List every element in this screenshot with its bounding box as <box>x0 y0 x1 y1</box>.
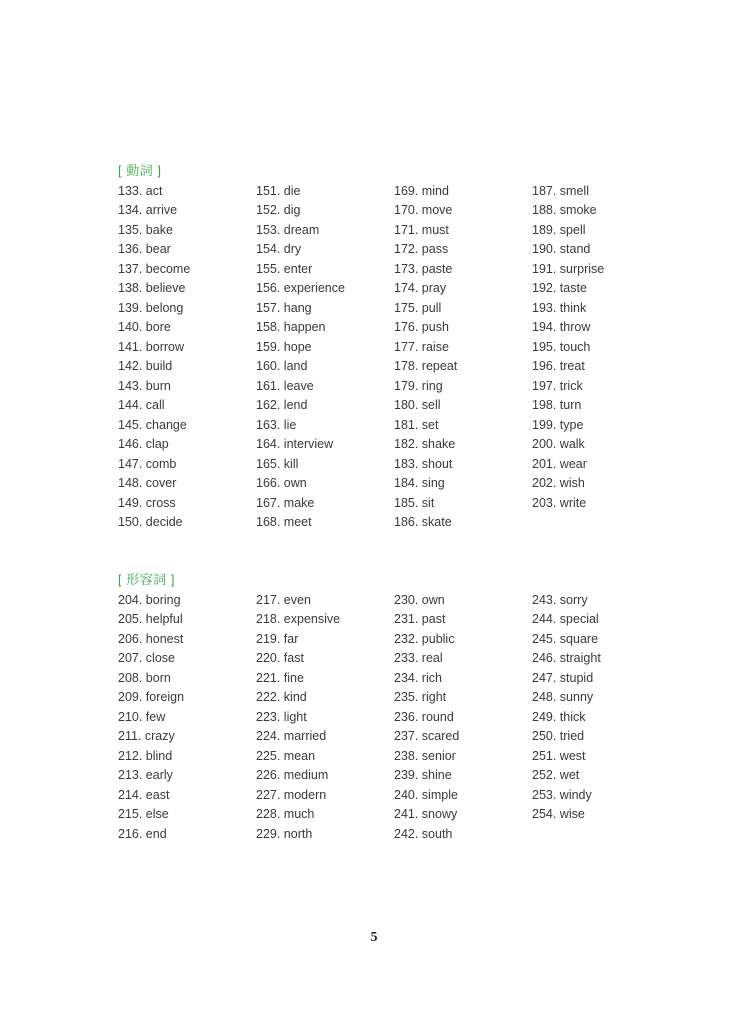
word-item: 159. hope <box>256 339 312 354</box>
word-column <box>256 591 394 844</box>
word-column <box>118 591 256 844</box>
word-item: 133. act <box>118 184 163 198</box>
word-item: 181. set <box>394 417 439 432</box>
page-number: 5 <box>370 930 378 945</box>
word-item: 166. own <box>256 476 307 491</box>
word-item: 239. shine <box>394 768 452 783</box>
word-column <box>394 591 532 844</box>
word-item: 134. arrive <box>118 203 178 218</box>
word-item: 182. shake <box>394 437 456 452</box>
word-item: 187. smell <box>532 184 589 198</box>
word-item: 243. sorry <box>532 593 588 607</box>
word-item: 153. dream <box>256 222 320 237</box>
word-item: 145. change <box>118 417 187 432</box>
word-item: 213. early <box>118 768 173 783</box>
word-item: 170. move <box>394 203 453 218</box>
word-item: 179. ring <box>394 378 443 393</box>
word-item: 157. hang <box>256 300 312 315</box>
word-item: 139. belong <box>118 300 184 315</box>
word-item: 154. dry <box>256 242 302 257</box>
word-item: 195. touch <box>532 339 591 354</box>
word-item: 238. senior <box>394 748 456 763</box>
word-item: 223. light <box>256 709 307 724</box>
word-item: 240. simple <box>394 787 458 802</box>
word-item: 217. even <box>256 593 311 607</box>
word-item: 160. land <box>256 359 308 374</box>
word-columns <box>118 591 670 844</box>
word-item: 211. crazy <box>118 729 175 744</box>
word-item: 198. turn <box>532 398 582 413</box>
word-item: 250. tried <box>532 729 585 744</box>
word-item: 214. east <box>118 787 170 802</box>
word-item: 235. right <box>394 690 447 705</box>
word-item: 176. push <box>394 320 449 335</box>
word-item: 225. mean <box>256 748 316 763</box>
word-item: 144. call <box>118 398 165 413</box>
word-item: 229. north <box>256 826 313 841</box>
word-item: 197. trick <box>532 378 583 393</box>
word-columns <box>118 182 670 532</box>
word-item: 254. wise <box>532 807 585 822</box>
word-item: 220. fast <box>256 651 304 666</box>
word-column <box>532 591 670 844</box>
word-item: 226. medium <box>256 768 329 783</box>
word-item: 246. straight <box>532 651 601 666</box>
word-item: 251. west <box>532 748 586 763</box>
word-item: 222. kind <box>256 690 307 705</box>
word-item: 158. happen <box>256 320 326 335</box>
word-item: 177. raise <box>394 339 449 354</box>
word-item: 188. smoke <box>532 203 597 218</box>
word-item: 185. sit <box>394 495 435 510</box>
word-item: 248. sunny <box>532 690 594 705</box>
word-item: 138. believe <box>118 281 186 296</box>
word-item: 236. round <box>394 709 454 724</box>
word-item: 204. boring <box>118 593 181 607</box>
word-item: 205. helpful <box>118 612 183 627</box>
word-item: 178. repeat <box>394 359 458 374</box>
word-item: 193. think <box>532 300 587 315</box>
word-item: 227. modern <box>256 787 327 802</box>
word-item: 136. bear <box>118 242 171 257</box>
word-item: 244. special <box>532 612 599 627</box>
word-item: 218. expensive <box>256 612 341 627</box>
word-column <box>532 182 670 532</box>
word-item: 237. scared <box>394 729 460 744</box>
word-item: 167. make <box>256 495 315 510</box>
word-item: 148. cover <box>118 476 177 491</box>
word-item: 164. interview <box>256 437 334 452</box>
word-item: 156. experience <box>256 281 345 296</box>
word-column <box>394 182 532 532</box>
word-item: 253. windy <box>532 787 592 802</box>
word-item: 190. stand <box>532 242 591 257</box>
word-item: 230. own <box>394 593 445 607</box>
word-item: 146. clap <box>118 437 169 452</box>
word-item: 149. cross <box>118 495 176 510</box>
word-item: 228. much <box>256 807 315 822</box>
word-item: 201. wear <box>532 456 587 471</box>
word-item: 169. mind <box>394 184 449 198</box>
word-item: 140. bore <box>118 320 171 335</box>
word-item: 141. borrow <box>118 339 185 354</box>
word-item: 171. must <box>394 222 449 237</box>
word-item: 147. comb <box>118 456 177 471</box>
word-item: 209. foreign <box>118 690 185 705</box>
word-item: 165. kill <box>256 456 299 471</box>
word-item: 172. pass <box>394 242 449 257</box>
word-item: 191. surprise <box>532 261 605 276</box>
word-column <box>256 182 394 532</box>
word-item: 173. paste <box>394 261 453 276</box>
word-item: 207. close <box>118 651 175 666</box>
word-item: 186. skate <box>394 514 452 529</box>
word-item: 252. wet <box>532 768 580 783</box>
word-item: 168. meet <box>256 514 312 529</box>
word-item: 208. born <box>118 670 171 685</box>
word-item: 175. pull <box>394 300 442 315</box>
word-item: 155. enter <box>256 261 313 276</box>
word-item: 221. fine <box>256 670 304 685</box>
word-item: 249. thick <box>532 709 586 724</box>
word-item: 200. walk <box>532 437 585 452</box>
word-item: 233. real <box>394 651 443 666</box>
word-item: 184. sing <box>394 476 445 491</box>
word-item: 189. spell <box>532 222 586 237</box>
section-heading: [ 動詞 ] <box>118 163 162 178</box>
word-item: 206. honest <box>118 631 184 646</box>
word-item: 219. far <box>256 631 299 646</box>
word-item: 224. married <box>256 729 327 744</box>
word-item: 194. throw <box>532 320 591 335</box>
word-item: 202. wish <box>532 476 585 491</box>
word-item: 242. south <box>394 826 453 841</box>
word-item: 152. dig <box>256 203 301 218</box>
word-item: 161. leave <box>256 378 314 393</box>
word-item: 196. treat <box>532 359 585 374</box>
word-item: 163. lie <box>256 417 297 432</box>
word-item: 215. else <box>118 807 169 822</box>
word-column <box>118 182 256 532</box>
word-item: 241. snowy <box>394 807 458 822</box>
word-item: 203. write <box>532 495 587 510</box>
word-item: 216. end <box>118 826 167 841</box>
word-item: 143. burn <box>118 378 171 393</box>
word-item: 137. become <box>118 261 191 276</box>
word-item: 231. past <box>394 612 446 627</box>
word-item: 142. build <box>118 359 173 374</box>
word-item: 232. public <box>394 631 455 646</box>
word-item: 183. shout <box>394 456 453 471</box>
word-item: 234. rich <box>394 670 442 685</box>
word-item: 212. blind <box>118 748 173 763</box>
word-item: 135. bake <box>118 222 173 237</box>
word-item: 192. taste <box>532 281 587 296</box>
word-item: 180. sell <box>394 398 441 413</box>
word-item: 150. decide <box>118 514 183 529</box>
word-item: 174. pray <box>394 281 447 296</box>
word-item: 199. type <box>532 417 584 432</box>
section-heading: [ 形容詞 ] <box>118 572 175 587</box>
word-item: 162. lend <box>256 398 308 413</box>
word-item: 247. stupid <box>532 670 594 685</box>
word-item: 151. die <box>256 184 301 198</box>
word-item: 210. few <box>118 709 166 724</box>
word-item: 245. square <box>532 631 599 646</box>
